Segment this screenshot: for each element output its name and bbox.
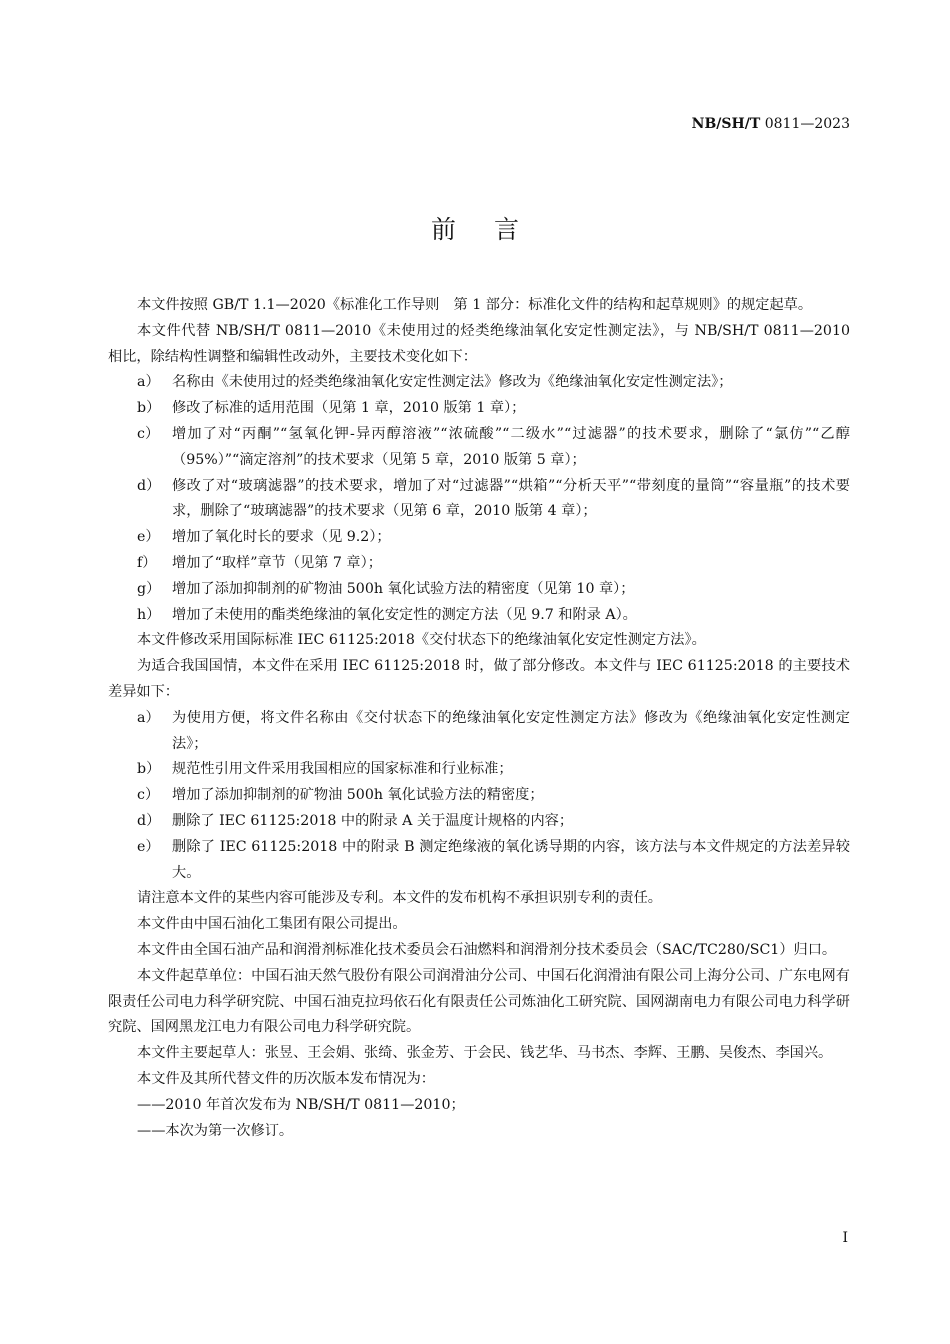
- list-item: [108, 603, 850, 629]
- paragraph: 本文件及其所代替文件的历次版本发布情况为：: [137, 1070, 435, 1087]
- list-marker: f）: [137, 554, 157, 571]
- list-item: [108, 757, 850, 783]
- list-marker: a）: [137, 709, 160, 726]
- list-item: [108, 551, 850, 577]
- technical-changes-list: [108, 370, 850, 628]
- list-marker: g）: [137, 580, 161, 597]
- paragraph: ——本次为第一次修订。: [137, 1122, 294, 1139]
- list-text: 增加了氧化时长的要求（见 9.2）；: [172, 529, 391, 546]
- list-text: 修改了对“玻璃滤器”的技术要求，增加了对“过滤器”“烘箱”“分析天平”“带刻度的量筒”“容量瓶”的技术要求，删除了“玻璃滤器”的技术要求（见第 6 章，2010 版第 4 章）；: [172, 477, 850, 520]
- paragraph: 本文件由中国石油化工集团有限公司提出。: [137, 916, 407, 933]
- list-marker: a）: [137, 374, 160, 391]
- list-marker: b）: [137, 761, 161, 778]
- list-item: [108, 835, 850, 887]
- list-marker: h）: [137, 606, 161, 623]
- list-item: [108, 577, 850, 603]
- technical-differences-list: [108, 706, 850, 887]
- paragraph: 本文件由全国石油产品和润滑剂标准化技术委员会石油燃料和润滑剂分技术委员会（SAC/TC280/SC1）归口。: [137, 941, 837, 958]
- list-text: 增加了“取样”章节（见第 7 章）；: [172, 554, 382, 571]
- paragraph: 请注意本文件的某些内容可能涉及专利。本文件的发布机构不承担识别专利的责任。: [137, 890, 662, 907]
- document-code-prefix: NB/SH/T: [691, 116, 761, 132]
- list-marker: b）: [137, 400, 161, 417]
- document-code: [692, 116, 850, 132]
- list-text: 增加了添加抑制剂的矿物油 500h 氧化试验方法的精密度；: [172, 787, 544, 804]
- document-code-suffix: 0811—2023: [764, 116, 850, 132]
- paragraph: 本文件代替 NB/SH/T 0811—2010《未使用过的烃类绝缘油氧化安定性测定法》，与 NB/SH/T 0811—2010 相比，除结构性调整和编辑性改动外，主要技术变化如下：: [108, 322, 850, 365]
- paragraph: 本文件按照 GB/T 1.1—2020《标准化工作导则 第 1 部分：标准化文件的结构和起草规则》的规定起草。: [137, 297, 813, 313]
- list-item: [108, 706, 850, 758]
- list-item: [108, 525, 850, 551]
- list-item: [108, 396, 850, 422]
- list-marker: c）: [137, 787, 160, 804]
- list-text: 规范性引用文件采用我国相应的国家标准和行业标准；: [172, 761, 513, 778]
- list-item: [108, 370, 850, 396]
- paragraph: 本文件主要起草人：张昱、王会娟、张绮、张金芳、于会民、钱艺华、马书杰、李辉、王鹏、吴俊杰、李国兴。: [137, 1045, 833, 1062]
- list-item: [108, 422, 850, 474]
- section-title: 前言: [430, 215, 557, 244]
- list-marker: d）: [137, 812, 161, 829]
- list-text: 增加了未使用的酯类绝缘油的氧化安定性的测定方法（见 9.7 和附录 A）。: [172, 606, 637, 623]
- list-text: 删除了 IEC 61125:2018 中的附录 A 关于温度计规格的内容；: [172, 812, 574, 829]
- list-marker: e）: [137, 529, 160, 546]
- list-text: 删除了 IEC 61125:2018 中的附录 B 测定绝缘液的氧化诱导期的内容，该方法与本文件规定的方法差异较大。: [172, 838, 850, 881]
- paragraph: ——2010 年首次发布为 NB/SH/T 0811—2010；: [137, 1096, 465, 1113]
- paragraph: 为适合我国国情，本文件在采用 IEC 61125:2018 时，做了部分修改。本文件与 IEC 61125:2018 的主要技术差异如下：: [108, 658, 850, 700]
- list-marker: c）: [137, 425, 160, 442]
- list-item: [108, 783, 850, 809]
- page-number: I: [842, 1230, 848, 1246]
- list-text: 名称由《未使用过的烃类绝缘油氧化安定性测定法》修改为《绝缘油氧化安定性测定法》；: [172, 374, 733, 391]
- paragraph: 本文件修改采用国际标准 IEC 61125:2018《交付状态下的绝缘油氧化安定性测定方法》。: [137, 632, 706, 649]
- list-marker: e）: [137, 838, 160, 855]
- list-text: 增加了添加抑制剂的矿物油 500h 氧化试验方法的精密度（见第 10 章）；: [172, 580, 635, 597]
- paragraph: 本文件起草单位：中国石油天然气股份有限公司润滑油分公司、中国石化润滑油有限公司上海分公司、广东电网有限责任公司电力科学研究院、中国石油克拉玛依石化有限责任公司炼油化工研究院、国网湖南电力有限公司电力科学研究院、国网黑龙江电力有限公司电力科学研究院。: [108, 967, 850, 1036]
- list-item: [108, 474, 850, 526]
- list-text: 增加了对“丙酮”“氢氧化钾-异丙醇溶液”“浓硫酸”“二级水”“过滤器”的技术要求，删除了“氯仿”“乙醇（95%）”“滴定溶剂”的技术要求（见第 5 章，2010 版第 5 章）；: [172, 425, 850, 468]
- list-text: 修改了标准的适用范围（见第 1 章，2010 版第 1 章）；: [172, 400, 526, 417]
- list-marker: d）: [137, 477, 161, 494]
- list-text: 为使用方便，将文件名称由《交付状态下的绝缘油氧化安定性测定方法》修改为《绝缘油氧化安定性测定法》；: [172, 709, 850, 752]
- list-item: [108, 809, 850, 835]
- foreword-body: [108, 293, 850, 1144]
